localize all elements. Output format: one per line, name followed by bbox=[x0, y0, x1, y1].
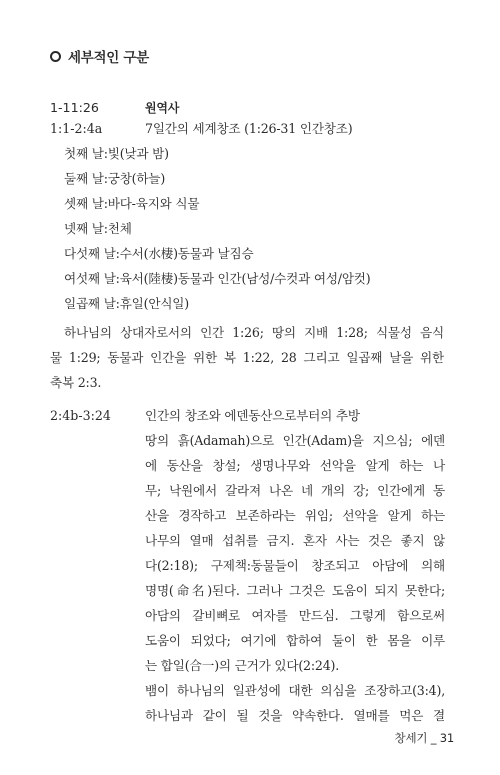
section-heading bbox=[50, 46, 149, 66]
section2-line: 땅의 흙(Adamah)으로 인간(Adam)을 지으심; 에덴 bbox=[145, 433, 445, 448]
section2-line: 도움이 되었다; 여기에 합하여 둘이 한 몸을 이루 bbox=[145, 633, 445, 648]
section2-ref: 2:4b-3:24 bbox=[50, 408, 111, 423]
outline-title-1: 원역사 bbox=[145, 101, 180, 115]
day-item: 둘째 날:궁창(하늘) bbox=[64, 171, 166, 186]
section2-line: 명명(命名)된다. 그러나 그것은 도움이 되지 못한다; bbox=[145, 583, 445, 598]
footer-separator: _ bbox=[430, 731, 437, 745]
outline-ref-2: 1:1-2:4a bbox=[50, 121, 103, 136]
page-number: 31 bbox=[439, 731, 454, 745]
day-item: 첫째 날:빛(낮과 밤) bbox=[64, 146, 169, 161]
section2-line: 는 합일(合一)의 근거가 있다(2:24). bbox=[145, 658, 340, 673]
paragraph-line: 하나님의 상대자로서의 인간 1:26; 땅의 지배 1:28; 식물성 음식 bbox=[64, 325, 444, 340]
paragraph-line: 물 1:29; 동물과 인간을 위한 복 1:22, 28 그리고 일곱째 날을 위한 bbox=[50, 350, 444, 365]
day-item: 일곱째 날:휴일(안식일) bbox=[64, 296, 189, 311]
day-item: 셋째 날:바다-육지와 식물 bbox=[64, 196, 200, 211]
section2-line: 산을 경작하고 보존하라는 위임; 선악을 알게 하는 bbox=[145, 508, 445, 523]
section2-line: 뱀이 하나님의 일관성에 대한 의심을 조장하고(3:4), bbox=[145, 683, 445, 698]
outline-title-2: 7일간의 세계창조 (1:26-31 인간창조) bbox=[145, 121, 353, 136]
section2-line: 나무의 열매 섭취를 금지. 혼자 사는 것은 좋지 않 bbox=[145, 533, 445, 548]
page-footer bbox=[395, 730, 454, 746]
section2-line: 하나님과 같이 될 것을 약속한다. 열매를 먹은 결 bbox=[145, 708, 445, 723]
section2-line: 다(2:18); 구제책:동물들이 창조되고 아담에 의해 bbox=[145, 558, 445, 573]
day-item: 여섯째 날:육서(陸棲)동물과 인간(남성/수컷과 여성/암컷) bbox=[64, 271, 371, 286]
footer-book-title: 창세기 bbox=[394, 731, 428, 745]
section2-line: 무; 낙원에서 갈라져 나온 네 개의 강; 인간에게 동 bbox=[145, 483, 445, 498]
day-item: 넷째 날:천체 bbox=[64, 221, 132, 236]
section-title: 세부적인 구분 bbox=[68, 50, 149, 66]
section2-line: 에 동산을 창설; 생명나무와 선악을 알게 하는 나 bbox=[145, 458, 445, 473]
paragraph-line: 축복 2:3. bbox=[50, 375, 102, 390]
circle-bullet-icon bbox=[50, 51, 61, 62]
section2-title: 인간의 창조와 에덴동산으로부터의 추방 bbox=[145, 408, 360, 423]
day-item: 다섯째 날:수서(水棲)동물과 날짐승 bbox=[64, 246, 254, 261]
section2-line: 아담의 갈비뼈로 여자를 만드심. 그렇게 함으로써 bbox=[145, 608, 445, 623]
outline-ref-1: 1-11:26 bbox=[50, 100, 99, 115]
